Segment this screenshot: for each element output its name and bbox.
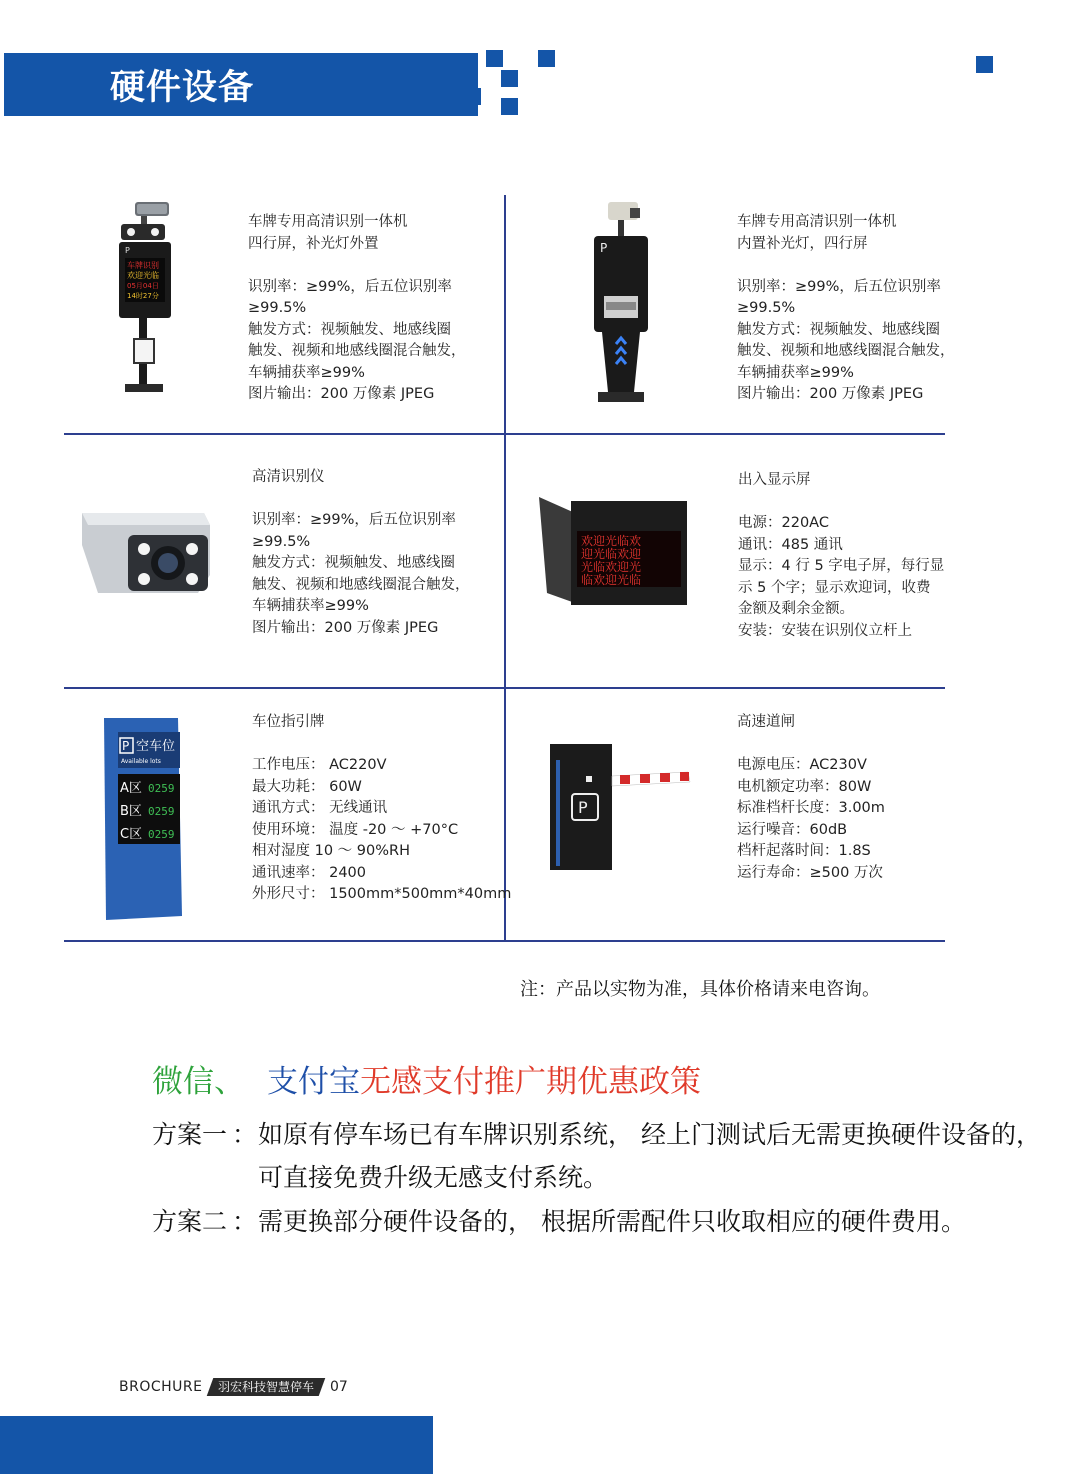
spec-line: 图片输出：200 万像素 JPEG — [737, 386, 924, 402]
plan-text: 如原有停车场已有车牌识别系统， 经上门测试后无需更换硬件设备的， — [258, 1120, 1041, 1149]
footer-band — [0, 1416, 433, 1474]
camera-logo-text: P — [600, 241, 608, 255]
spec-line: 高速道闸 — [737, 714, 795, 730]
product-spec-hd-recognizer — [252, 467, 470, 639]
spec-line: 触发、视频和地感线圈混合触发， — [252, 576, 470, 593]
spec-line: 示 5 个字；显示欢迎词，收费 — [738, 579, 931, 596]
plan-colon: ： — [232, 1207, 258, 1236]
plan-text: 可直接免费升级无感支付系统。 — [258, 1163, 609, 1192]
guide-sign-title: 空车位 — [136, 739, 176, 754]
plan-label: 方案二 — [152, 1207, 228, 1236]
guide-sign-zone-label: C区 — [120, 827, 143, 842]
plan-text: 需更换部分硬件设备的， 根据所需配件只收取相应的硬件费用。 — [258, 1207, 966, 1236]
barrier-logo-text: P — [578, 798, 588, 817]
display-screen-line: 临欢迎光临 — [581, 573, 642, 587]
spec-line: 车辆捕获率≥99% — [248, 364, 365, 381]
spec-line: 触发方式：视频触发、地感线圈 — [737, 321, 940, 338]
spec-line: ≥99.5% — [248, 300, 307, 316]
product-spec-entrance-display — [738, 470, 944, 642]
spec-line: 相对湿度 10 ～ 90%RH — [252, 843, 410, 859]
promo-title — [152, 1060, 701, 1104]
spec-line: 识别率：≥99%，后五位识别率 — [252, 512, 456, 528]
camera-screen-line: 欢迎光临 — [127, 271, 159, 280]
page-title: 硬件设备 — [110, 68, 255, 108]
product-image-parking-guide-sign — [102, 716, 182, 922]
spec-line: 图片输出：200 万像素 JPEG — [252, 619, 439, 636]
product-image-recognition-camera-builtin-light — [590, 196, 652, 410]
spec-line: 触发、视频和地感线圈混合触发， — [737, 343, 955, 359]
spec-line: 外形尺寸： 1500mm*500mm*40mm — [252, 886, 512, 902]
plan-colon: ： — [232, 1120, 258, 1149]
spec-line: 使用环境： 温度 -20 ～ +70°C — [252, 821, 459, 838]
product-image-recognition-camera-external-light — [115, 198, 175, 398]
page-number: 07 — [330, 1379, 348, 1395]
spec-line: 安装：安装在识别仪立杆上 — [738, 622, 912, 639]
spec-line: 触发、视频和地感线圈混合触发， — [248, 343, 466, 359]
camera-screen-line: 14时27分 — [127, 292, 159, 300]
spec-line: 四行屏，补光灯外置 — [248, 235, 379, 252]
promo-policy-label: 无感支付推广期优惠政策 — [360, 1064, 701, 1100]
spec-line: 金额及剩余金额。 — [738, 601, 854, 617]
product-image-entrance-display — [535, 493, 691, 615]
spec-line: 触发方式：视频触发、地感线圈 — [252, 555, 455, 571]
product-spec-recognition-camera-builtin-light — [737, 212, 955, 406]
price-note: 注：产品以实物为准，具体价格请来电咨询。 — [520, 979, 880, 1000]
spec-line: 触发方式：视频触发、地感线圈 — [248, 321, 451, 338]
spec-line: 车位指引牌 — [252, 714, 325, 730]
spec-line: ≥99.5% — [737, 300, 796, 316]
guide-sign-zone-label: B区 — [120, 804, 142, 819]
spec-line: 高清识别仪 — [252, 469, 325, 485]
spec-line: 识别率：≥99%，后五位识别率 — [737, 278, 941, 295]
spec-line: 车牌专用高清识别一体机 — [248, 214, 408, 230]
spec-line: 通讯方式： 无线通讯 — [252, 800, 388, 816]
spec-line: 运行噪音：60dB — [737, 821, 848, 838]
promo-alipay-label: 支付宝 — [267, 1064, 360, 1100]
spec-line: 电源：220AC — [738, 515, 829, 531]
spec-line: 出入显示屏 — [738, 472, 811, 488]
spec-line: 通讯：485 通讯 — [738, 536, 843, 553]
spec-line: 档杆起落时间：1.8S — [737, 843, 871, 859]
spec-line: ≥99.5% — [252, 533, 311, 550]
camera-screen-line: 车牌识别 — [127, 261, 159, 270]
spec-line: 内置补光灯，四行屏 — [737, 235, 868, 252]
product-spec-recognition-camera-external-light — [248, 212, 466, 406]
spec-line: 通讯速率： 2400 — [252, 864, 367, 881]
display-screen-line: 迎光临欢迎 — [581, 547, 642, 561]
guide-sign-zone-label: A区 — [120, 781, 142, 796]
display-screen-line: 欢迎光临欢 — [581, 534, 642, 548]
spec-line: 最大功耗： 60W — [252, 778, 362, 795]
spec-line: 车牌专用高清识别一体机 — [737, 214, 897, 230]
camera-screen-line: 05月04日 — [127, 282, 159, 290]
spec-line: 车辆捕获率≥99% — [252, 598, 369, 614]
spec-line: 车辆捕获率≥99% — [737, 364, 854, 381]
product-image-hd-recognizer — [78, 505, 214, 601]
product-spec-barrier-gate — [737, 712, 885, 884]
footer-company-badge — [207, 1378, 326, 1396]
spec-line: 标准档杆长度：3.00m — [737, 800, 885, 816]
promo-wechat-label: 微信、 — [152, 1064, 245, 1100]
footer-brochure: BROCHURE — [119, 1379, 203, 1395]
spec-line: 运行寿命：≥500 万次 — [737, 864, 883, 881]
guide-sign-subtitle: Available lots — [121, 758, 161, 765]
spec-line: 识别率：≥99%，后五位识别率 — [248, 278, 452, 295]
guide-sign-logo: P — [122, 739, 130, 753]
product-spec-parking-guide-sign — [252, 712, 511, 906]
spec-line: 电源电压：AC230V — [737, 757, 867, 773]
guide-sign-zone-value: 0259 — [148, 805, 175, 818]
guide-sign-zone-value: 0259 — [148, 782, 175, 795]
spec-line: 工作电压： AC220V — [252, 757, 387, 773]
product-image-barrier-gate — [548, 742, 694, 872]
footer-company-name: 羽宏科技智慧停车 — [217, 1380, 314, 1394]
guide-sign-zone-value: 0259 — [148, 828, 175, 841]
display-screen-line: 光临欢迎光 — [581, 560, 642, 574]
spec-line: 图片输出：200 万像素 JPEG — [248, 386, 435, 402]
camera-logo-text: P — [125, 246, 130, 255]
plan-label: 方案一 — [152, 1120, 228, 1149]
spec-line: 显示：4 行 5 字电子屏，每行显 — [738, 558, 945, 574]
spec-line: 电机额定功率：80W — [737, 778, 872, 795]
